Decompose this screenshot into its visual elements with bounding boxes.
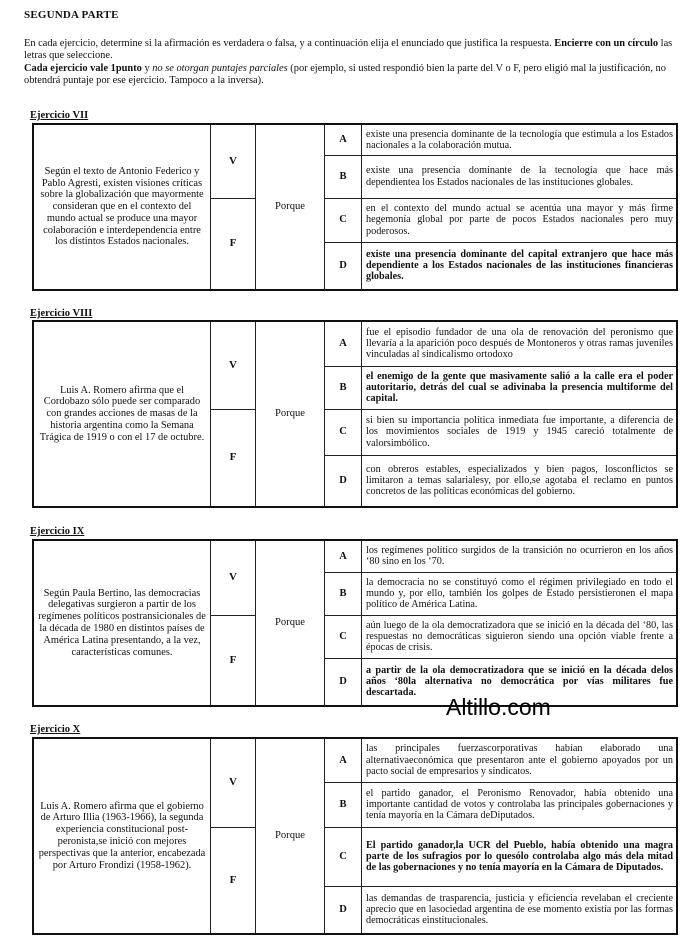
exercise-10-letter-b[interactable]: B — [325, 782, 362, 827]
exercise-8-option-c: si bien su importancia política inmediata fue importante, a diferencia de los movimientos sociales de 1919 y 1945 careció totalmente de valorsimbólico. — [362, 409, 678, 455]
exercise-9-option-d: a partir de la ola democratizadora que se inició en la década delos años ‘80la alternativa no democrática por vías militares fue descartada. — [362, 658, 678, 706]
exercise-8-option-b: el enemigo de la gente que masivamente salió a la calle era el poder autoritario, detrás del cual se adivinaba la presencia multiforme del capital. — [362, 366, 678, 409]
exercise-10-letter-d[interactable]: D — [325, 886, 362, 934]
exercise-7-option-b: existe una presencia dominante de la tecnología que hace más dependientea los Estados nacionales de las instituciones globales. — [362, 155, 678, 198]
exercise-9-option-a: los regímenes político surgidos de la transición no ocurrieron en los años ‘80 sino en los ‘70. — [362, 540, 678, 572]
exercise-10-statement: Luis A. Romero afirma que el gobierno de Arturo Illia (1963-1966), la segunda experiencia constitucional post-peronista,se inició con mejores perspectivas que la anterior, encabezada por Arturo Frondizi (1958-1962). — [33, 738, 211, 934]
exercise-10-letter-c[interactable]: C — [325, 827, 362, 886]
instructions-line-1: En cada ejercicio, determine si la afirmación es verdadera o falsa, y a continuación elija el enunciado que justifica la respuesta. Encierre con un círculo las letras que seleccione. — [24, 38, 673, 62]
exercise-9-letter-b[interactable]: B — [325, 572, 362, 615]
exercise-10-title: Ejercicio X — [30, 724, 81, 735]
exercise-10-option-a: las principales fuerzascorporativas habían elaborado una alternativaeconómica que presentaron ante el gobierno apoyados por un pacto social de empresarios y sindicatos. — [362, 738, 678, 782]
exercise-8-option-d: con obreros estables, especializados y bien pagos, losconflictos se limitaron a temas salarialesy, por ello,se agotaba el reclamo en puntos concretos de las políticas económicas del gobierno. — [362, 455, 678, 507]
exercise-7-letter-b[interactable]: B — [325, 155, 362, 198]
exercise-7-table — [32, 123, 678, 291]
section-heading: SEGUNDA PARTE — [24, 9, 119, 21]
exercise-7-option-a: existe una presencia dominante de la tecnología que estimula a los Estados nacionales a la colaboración mutua. — [362, 124, 678, 155]
exercise-8-letter-b[interactable]: B — [325, 366, 362, 409]
exercise-9-option-c: aún luego de la ola democratizadora que se inició en la década del ‘80, las respuestas no democráticas siguieron siendo una opción viable frente a épocas de crisis. — [362, 615, 678, 658]
exercise-7-statement: Según el texto de Antonio Federico y Pablo Agresti, existen visiones críticas sobre la globalización que mayormente consideran que en el contexto del mundo actual se produce una mayor colaboración e interdependencia entre los distintos Estados nacionales. — [33, 124, 211, 290]
exercise-10-letter-a[interactable]: A — [325, 738, 362, 782]
exercise-7-letter-d[interactable]: D — [325, 242, 362, 290]
exercise-8-option-false[interactable]: F — [211, 409, 256, 507]
exercise-9-letter-d[interactable]: D — [325, 658, 362, 706]
exercise-9-title: Ejercicio IX — [30, 526, 85, 537]
exercise-9-statement: Según Paula Bertino, las democracias delegativas surgieron a partir de los regímenes políticos postransicionales de la década de 1980 en distintos países de América Latina presentando, a la vez, características comunes. — [33, 540, 211, 706]
exercise-7-letter-a[interactable]: A — [325, 124, 362, 155]
exercise-10-option-b: el partido ganador, el Peronismo Renovador, había obtenido una importante cantidad de votos y controlaba las principales gobernaciones y tenía mayoría en la Cámara deDiputados. — [362, 782, 678, 827]
exercise-10-option-false[interactable]: F — [211, 827, 256, 934]
exercise-9-option-true[interactable]: V — [211, 540, 256, 615]
exercise-10-table — [32, 737, 678, 935]
exercise-7-option-false[interactable]: F — [211, 198, 256, 290]
exercise-9-option-b: la democracia no se constituyó como el régimen privilegiado en todo el mundo y, por ello, también los golpes de Estado persistieronen el mapa político de América Latina. — [362, 572, 678, 615]
exercise-7-option-c: en el contexto del mundo actual se acentúa una mayor y más firme hegemonía global por parte de pocos Estados nacionales pero muy poderosos. — [362, 198, 678, 242]
exercise-9-table — [32, 539, 678, 707]
exercise-10-option-d: las demandas de trasparencia, justicia y eficiencia revelaban el creciente aprecio que en lasociedad argentina de ese momento existía por las formas democráticas einstitucionales. — [362, 886, 678, 934]
exercise-9-option-false[interactable]: F — [211, 615, 256, 706]
exercise-8-porque: Porque — [256, 321, 325, 507]
exercise-9-letter-a[interactable]: A — [325, 540, 362, 572]
exercise-8-option-a: fue el episodio fundador de una ola de renovación del peronismo que llevaría a la aparición poco después de Montoneros y otras ramas juveniles vinculadas al sindicalismo ortodoxo — [362, 321, 678, 366]
exercise-8-letter-d[interactable]: D — [325, 455, 362, 507]
exercise-8-option-true[interactable]: V — [211, 321, 256, 409]
exercise-7-option-d: existe una presencia dominante del capital extranjero que hace más dependiente a los Estados nacionales de las instituciones financieras globales. — [362, 242, 678, 290]
exercise-10-option-c: El partido ganador,la UCR del Pueblo, había obtenido una magra parte de los sufragios por lo quesólo controlaba algo más dela mitad de las gobernaciones y no tenía mayoría en la Cámara de Diputados. — [362, 827, 678, 886]
exercise-8-table — [32, 320, 678, 508]
exercise-7-porque: Porque — [256, 124, 325, 290]
exercise-7-letter-c[interactable]: C — [325, 198, 362, 242]
watermark: Altillo.com — [446, 694, 551, 720]
exercise-10-option-true[interactable]: V — [211, 738, 256, 827]
exercise-7-title: Ejercicio VII — [30, 110, 89, 121]
exercise-9-letter-c[interactable]: C — [325, 615, 362, 658]
exercise-7-option-true[interactable]: V — [211, 124, 256, 198]
exercise-10-porque: Porque — [256, 738, 325, 934]
exercise-8-letter-c[interactable]: C — [325, 409, 362, 455]
exercise-8-statement: Luis A. Romero afirma que el Cordobazo sólo puede ser comparado con grandes acciones de masas de la historia argentina como la Semana Trágica de 1919 o con el 17 de octubre. — [33, 321, 211, 507]
instructions-line-2: Cada ejercicio vale 1punto y no se otorgan puntajes parciales (por ejemplo, si usted respondió bien la parte del V o F, pero eligió mal la justificación, no obtendrá puntaje por ese ejercicio. Tampoco a la inversa). — [24, 62, 666, 87]
instructions — [24, 38, 694, 88]
exercise-8-title: Ejercicio VIII — [30, 308, 93, 319]
exercise-8-letter-a[interactable]: A — [325, 321, 362, 366]
exercise-9-porque: Porque — [256, 540, 325, 706]
